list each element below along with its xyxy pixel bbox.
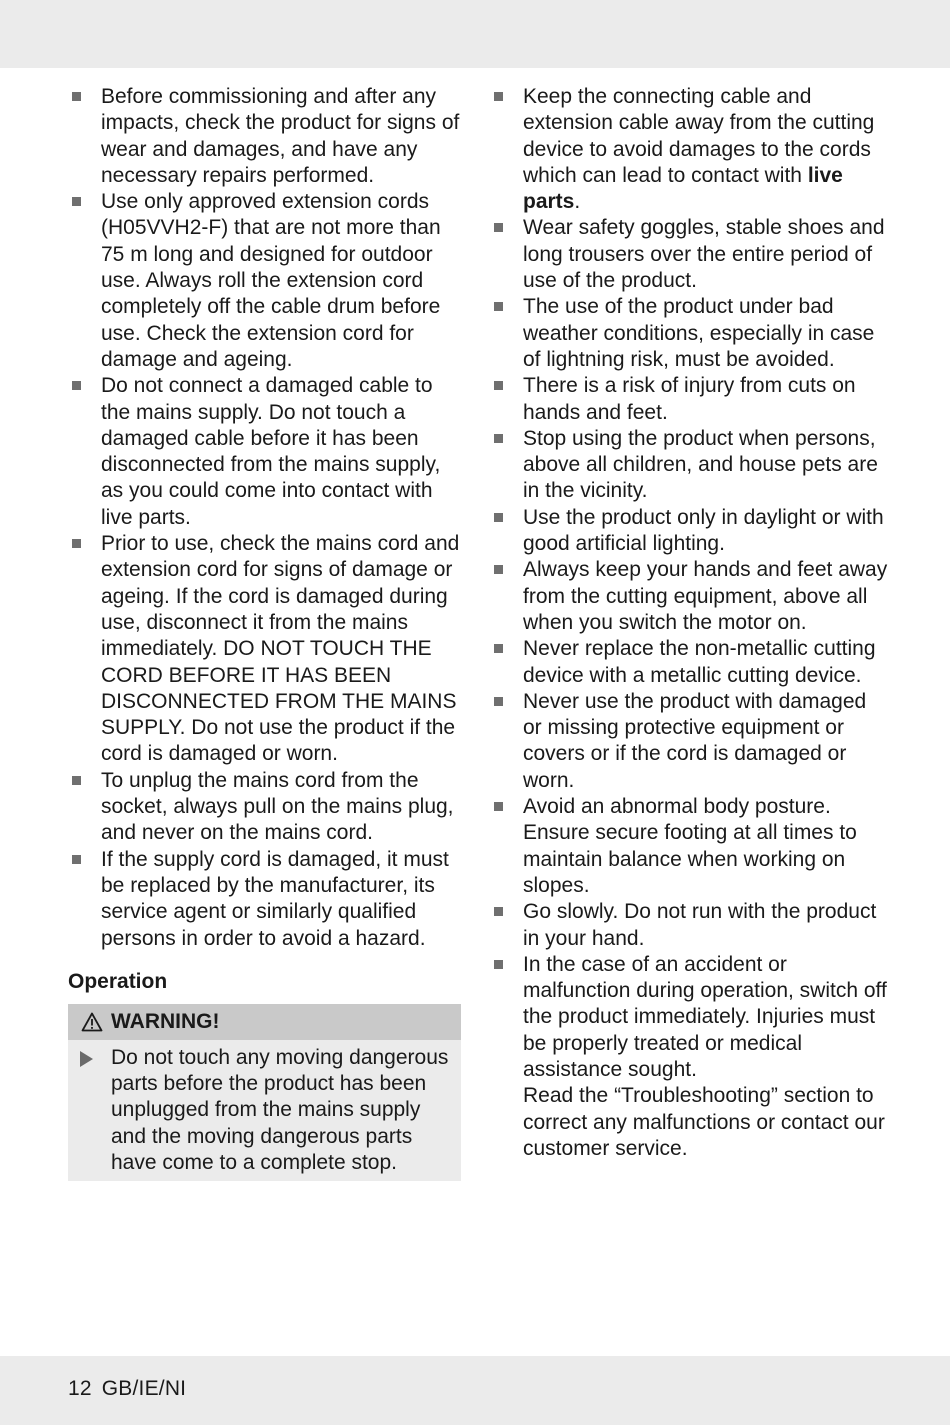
list-item-text: In the case of an accident or malfunction during operation, switch off the product immediately. Injuries must be properly treated or medical assistance sought. — [523, 952, 887, 1081]
list-item — [490, 505, 890, 558]
list-item — [490, 794, 890, 899]
list-item-text: Before commissioning and after any impacts, check the product for signs of wear and damages, and have any necessary repairs performed. — [101, 85, 460, 187]
right-safety-list — [490, 84, 890, 1162]
list-item — [490, 215, 890, 294]
list-item — [490, 426, 890, 505]
warning-header — [68, 1004, 461, 1040]
emphasis-live-parts: live parts — [523, 163, 843, 214]
list-item — [490, 952, 890, 1162]
list-item-text: There is a risk of injury from cuts on hands and feet. — [523, 374, 856, 424]
square-bullet-icon — [72, 539, 81, 548]
square-bullet-icon — [494, 960, 503, 969]
list-item — [490, 373, 890, 426]
list-item-text: To unplug the mains cord from the socket, always pull on the mains plug, and never on the mains cord. — [101, 768, 454, 845]
left-safety-list — [68, 84, 464, 952]
list-item — [490, 294, 890, 373]
list-item — [68, 531, 464, 768]
square-bullet-icon — [494, 434, 503, 443]
list-item-text: Keep the connecting cable and extension cable away from the cutting device to avoid damages to the cords which can lead to contact with — [523, 85, 875, 187]
list-item — [68, 189, 464, 373]
list-item — [490, 899, 890, 952]
troubleshooting-note: Read the “Troubleshooting” section to correct any malfunctions or contact our customer service. — [523, 1084, 885, 1160]
list-item-text-end: . — [574, 190, 581, 214]
list-item-text: The use of the product under bad weather conditions, especially in case of lightning risk, must be avoided. — [523, 295, 875, 371]
square-bullet-icon — [494, 644, 503, 653]
list-item — [490, 557, 890, 636]
list-item — [68, 84, 464, 189]
warning-text: Do not touch any moving dangerous parts before the product has been unplugged from the mains supply and the moving dangerous parts have come to a complete stop. — [111, 1045, 449, 1174]
page-footer — [68, 1377, 186, 1401]
right-column — [490, 84, 890, 1162]
list-item-text: Use only approved extension cords (H05VVH2-F) that are not more than 75 m long and designed for outdoor use. Always roll the extension cord completely off the cable drum before use. Check the extension cord for damage and ageing. — [101, 190, 441, 371]
arrow-right-icon — [80, 1051, 93, 1067]
list-item-text: Avoid an abnormal body posture. Ensure secure footing at all times to maintain balance when working on slopes. — [523, 795, 857, 897]
square-bullet-icon — [494, 697, 503, 706]
warning-triangle-icon — [81, 1012, 103, 1032]
list-item — [490, 636, 890, 689]
operation-heading: Operation — [68, 969, 168, 993]
list-item — [68, 847, 464, 952]
square-bullet-icon — [494, 907, 503, 916]
region-code: GB/IE/NI — [101, 1377, 187, 1400]
square-bullet-icon — [494, 92, 503, 101]
square-bullet-icon — [72, 381, 81, 390]
list-item-text: Go slowly. Do not run with the product in your hand. — [523, 900, 877, 950]
page-number: 12 — [68, 1377, 92, 1400]
list-item-text: Never replace the non-metallic cutting device with a metallic cutting device. — [523, 637, 876, 687]
list-item — [490, 84, 890, 215]
warning-title: WARNING! — [111, 1009, 220, 1033]
list-item-text: Do not connect a damaged cable to the mains supply. Do not touch a damaged cable before it has been disconnected from the mains supply, as you could come into contact with live parts. — [101, 374, 441, 529]
square-bullet-icon — [72, 92, 81, 101]
left-column — [68, 84, 464, 1181]
list-item-text: Never use the product with damaged or missing protective equipment or covers or if the cord is damaged or worn. — [523, 689, 867, 792]
list-item-text: Prior to use, check the mains cord and extension cord for signs of damage or ageing. If the cord is damaged during use, disconnect it from the mains immediately. DO NOT TOUCH THE CORD BEFORE IT HAS BEEN DISCONNECTED FROM THE MAINS SUPPLY. Do not use the product if the cord is damaged or worn. — [101, 532, 460, 766]
square-bullet-icon — [494, 513, 503, 522]
warning-body — [68, 1040, 461, 1181]
list-item-text: If the supply cord is damaged, it must be replaced by the manufacturer, its service agent or similarly qualified persons in order to avoid a hazard. — [101, 847, 449, 950]
list-item-text: Wear safety goggles, stable shoes and long trousers over the entire period of use of the product. — [523, 216, 885, 293]
header-band — [0, 0, 950, 68]
square-bullet-icon — [494, 565, 503, 574]
list-item-text: Always keep your hands and feet away from the cutting equipment, above all when you switch the motor on. — [523, 558, 888, 634]
list-item — [68, 373, 464, 531]
square-bullet-icon — [494, 302, 503, 311]
list-item — [490, 689, 890, 794]
square-bullet-icon — [494, 802, 503, 811]
square-bullet-icon — [494, 223, 503, 232]
list-item — [68, 768, 464, 847]
list-item-text: Use the product only in daylight or with good artificial lighting. — [523, 505, 884, 556]
warning-box — [68, 1004, 461, 1181]
square-bullet-icon — [494, 381, 503, 390]
square-bullet-icon — [72, 197, 81, 206]
square-bullet-icon — [72, 776, 81, 785]
square-bullet-icon — [72, 855, 81, 864]
list-item-text: Stop using the product when persons, above all children, and house pets are in the vicinity. — [523, 426, 878, 503]
